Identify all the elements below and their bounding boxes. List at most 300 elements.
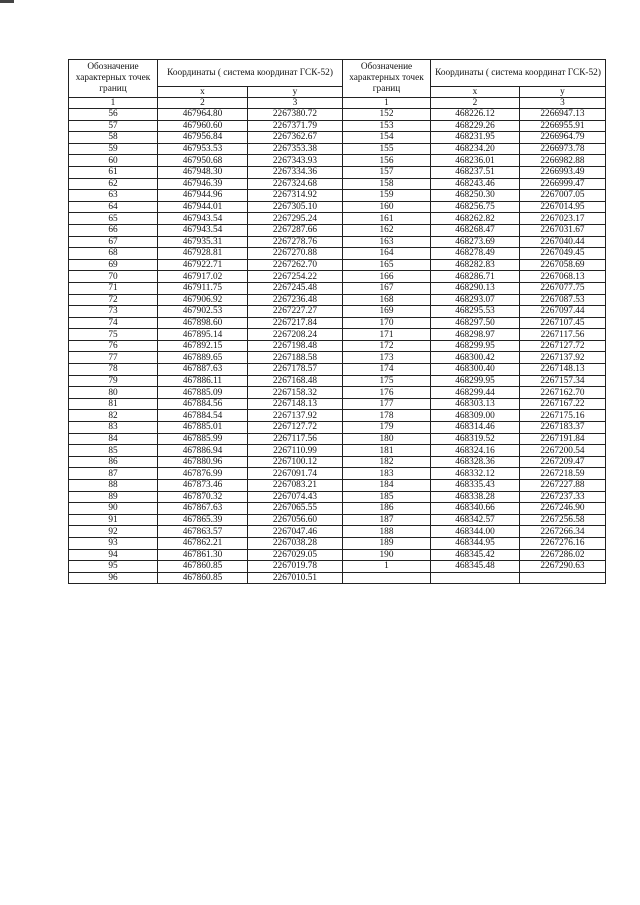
y-coord-cell: 2267117.56 [248,433,343,445]
y-coord-cell: 2267266.34 [520,526,606,538]
point-number-cell: 96 [69,572,158,584]
table-row [69,282,606,294]
y-coord-cell: 2267019.78 [248,561,343,573]
x-coord-cell: 468262.82 [431,213,520,225]
table-row [69,120,606,132]
point-number-cell: 171 [343,329,431,341]
y-coord-cell: 2267148.13 [248,398,343,410]
point-number-cell: 90 [69,503,158,515]
point-number-cell: 152 [343,109,431,121]
y-coord-cell: 2267049.45 [520,248,606,260]
x-coord-cell: 467885.09 [158,387,248,399]
x-coord-cell: 468290.13 [431,282,520,294]
point-number-cell: 179 [343,422,431,434]
x-coord-cell: 468278.49 [431,248,520,260]
x-coord-cell: 467956.84 [158,132,248,144]
y-coord-cell: 2267227.27 [248,306,343,318]
y-coord-cell: 2267371.79 [248,120,343,132]
y-coord-cell: 2267010.51 [248,572,343,584]
point-number-cell: 67 [69,236,158,248]
table-row [69,503,606,515]
x-coord-cell: 468299.95 [431,340,520,352]
x-coord-cell: 468342.57 [431,514,520,526]
x-coord-cell: 468236.01 [431,155,520,167]
table-header [69,60,606,109]
y-coord-cell: 2267056.60 [248,514,343,526]
table-row [69,549,606,561]
y-coord-cell: 2267175.16 [520,410,606,422]
y-coord-cell: 2267117.56 [520,329,606,341]
y-coord-cell: 2266964.79 [520,132,606,144]
x-coord-cell: 467873.46 [158,480,248,492]
col-number-3b: 3 [520,98,606,109]
x-coord-cell: 468234.20 [431,143,520,155]
x-coord-cell: 468231.95 [431,132,520,144]
point-number-cell: 177 [343,398,431,410]
point-number-cell: 70 [69,271,158,283]
x-coord-cell: 467943.54 [158,213,248,225]
point-number-cell: 160 [343,201,431,213]
x-coord-cell: 467944.01 [158,201,248,213]
y-coord-cell: 2267007.05 [520,190,606,202]
y-coord-cell: 2267270.88 [248,248,343,260]
table-row [69,410,606,422]
table-row [69,387,606,399]
point-number-cell: 176 [343,387,431,399]
table-row [69,537,606,549]
point-number-cell: 174 [343,364,431,376]
point-number-cell: 78 [69,364,158,376]
point-number-cell: 81 [69,398,158,410]
x-coord-cell: 468338.28 [431,491,520,503]
x-coord-cell: 468328.36 [431,456,520,468]
point-number-cell: 167 [343,282,431,294]
table-row [69,456,606,468]
table-row [69,340,606,352]
y-coord-cell [520,572,606,584]
y-coord-cell: 2267334.36 [248,166,343,178]
x-coord-cell: 467886.94 [158,445,248,457]
point-number-cell: 76 [69,340,158,352]
x-coord-cell: 468293.07 [431,294,520,306]
y-header: y [248,87,343,98]
y-coord-cell: 2267077.75 [520,282,606,294]
x-coord-cell: 468268.47 [431,224,520,236]
y-coord-cell: 2267254.22 [248,271,343,283]
y-coord-cell: 2267158.32 [248,387,343,399]
y-coord-cell: 2267343.93 [248,155,343,167]
table-body [69,109,606,584]
point-number-cell: 164 [343,248,431,260]
y-coord-cell: 2267167.22 [520,398,606,410]
x-coord-cell: 468332.12 [431,468,520,480]
point-number-cell: 63 [69,190,158,202]
col-number-2: 2 [158,98,248,109]
x-coord-cell: 468298.97 [431,329,520,341]
y-coord-cell: 2267246.90 [520,503,606,515]
point-number-cell: 163 [343,236,431,248]
point-number-cell: 186 [343,503,431,515]
x-coord-cell: 467887.63 [158,364,248,376]
x-coord-cell: 467950.68 [158,155,248,167]
y-coord-cell: 2267014.95 [520,201,606,213]
table-row [69,213,606,225]
x-coord-cell: 467861.30 [158,549,248,561]
x-coord-cell: 467860.85 [158,561,248,573]
point-number-cell: 57 [69,120,158,132]
point-number-cell: 1 [343,561,431,573]
y-coord-cell: 2266955.91 [520,120,606,132]
point-number-cell: 183 [343,468,431,480]
point-number-cell: 161 [343,213,431,225]
y-coord-cell: 2267188.58 [248,352,343,364]
y-coord-cell: 2267040.44 [520,236,606,248]
x-coord-cell: 468295.53 [431,306,520,318]
point-number-cell: 172 [343,340,431,352]
y-coord-cell: 2267256.58 [520,514,606,526]
y-coord-cell: 2267287.66 [248,224,343,236]
table-row [69,224,606,236]
y-coord-cell: 2266993.49 [520,166,606,178]
y-coord-cell: 2267074.43 [248,491,343,503]
x-coord-cell: 468273.69 [431,236,520,248]
y-coord-cell: 2267183.37 [520,422,606,434]
point-number-cell: 87 [69,468,158,480]
y-coord-cell: 2267314.92 [248,190,343,202]
y-coord-cell: 2267208.24 [248,329,343,341]
table-row [69,271,606,283]
x-coord-cell [431,572,520,584]
point-number-cell: 162 [343,224,431,236]
y-coord-cell: 2267245.48 [248,282,343,294]
point-number-cell: 169 [343,306,431,318]
point-number-cell: 156 [343,155,431,167]
y-coord-cell: 2267305.10 [248,201,343,213]
point-number-cell: 71 [69,282,158,294]
y-coord-cell: 2267023.17 [520,213,606,225]
x-coord-cell: 467944.96 [158,190,248,202]
y-coord-cell: 2267236.48 [248,294,343,306]
y-coord-cell: 2266999.47 [520,178,606,190]
y-coord-cell: 2267362.67 [248,132,343,144]
table-row [69,514,606,526]
x-coord-cell: 467886.11 [158,375,248,387]
y-coord-cell: 2267286.02 [520,549,606,561]
y-coord-cell: 2266973.78 [520,143,606,155]
y-coord-cell: 2267091.74 [248,468,343,480]
point-number-cell: 89 [69,491,158,503]
y-coord-cell: 2267047.46 [248,526,343,538]
y-coord-cell: 2266982.88 [520,155,606,167]
x-coord-cell: 468256.75 [431,201,520,213]
point-number-cell: 93 [69,537,158,549]
point-number-cell: 153 [343,120,431,132]
y-coord-cell: 2267100.12 [248,456,343,468]
point-number-cell: 85 [69,445,158,457]
point-number-cell: 56 [69,109,158,121]
y-coord-cell: 2267148.13 [520,364,606,376]
coordinates-table [68,59,606,584]
y-coord-cell: 2267127.72 [520,340,606,352]
point-number-cell: 65 [69,213,158,225]
x-coord-cell: 467884.56 [158,398,248,410]
point-number-cell: 88 [69,480,158,492]
point-number-cell: 91 [69,514,158,526]
y-coord-cell: 2267168.48 [248,375,343,387]
y-coord-cell: 2267217.84 [248,317,343,329]
point-number-cell: 158 [343,178,431,190]
point-number-cell: 181 [343,445,431,457]
x-coord-cell: 468345.48 [431,561,520,573]
x-coord-cell: 467885.01 [158,422,248,434]
x-coord-cell: 468237.51 [431,166,520,178]
x-coord-cell: 468229.26 [431,120,520,132]
point-number-cell: 59 [69,143,158,155]
x-coord-cell: 467906.92 [158,294,248,306]
point-number-cell: 75 [69,329,158,341]
y-coord-cell: 2267290.63 [520,561,606,573]
y-coord-cell: 2267278.76 [248,236,343,248]
x-coord-cell: 467865.39 [158,514,248,526]
col-number-1b: 1 [343,98,431,109]
table-row [69,306,606,318]
y-coord-cell: 2267209.47 [520,456,606,468]
point-number-cell: 92 [69,526,158,538]
x-coord-cell: 467953.53 [158,143,248,155]
y-coord-cell: 2267198.48 [248,340,343,352]
x-coord-cell: 467885.99 [158,433,248,445]
x-header-2: x [431,87,520,98]
x-coord-cell: 467860.85 [158,572,248,584]
point-number-cell: 83 [69,422,158,434]
table-row [69,491,606,503]
x-coord-cell: 468303.13 [431,398,520,410]
x-coord-cell: 467917.02 [158,271,248,283]
col-number-3: 3 [248,98,343,109]
x-coord-cell: 468250.30 [431,190,520,202]
table-row [69,236,606,248]
x-coord-cell: 467948.30 [158,166,248,178]
point-number-cell: 170 [343,317,431,329]
y-coord-cell: 2267276.16 [520,537,606,549]
point-number-cell: 74 [69,317,158,329]
x-coord-cell: 467943.54 [158,224,248,236]
point-number-cell: 187 [343,514,431,526]
table-row [69,259,606,271]
point-number-cell: 175 [343,375,431,387]
x-coord-cell: 468344.00 [431,526,520,538]
table-row [69,352,606,364]
y-coord-cell: 2267083.21 [248,480,343,492]
x-coord-cell: 468299.44 [431,387,520,399]
x-coord-cell: 468314.46 [431,422,520,434]
x-coord-cell: 467902.53 [158,306,248,318]
point-number-cell: 84 [69,433,158,445]
y-coord-cell: 2267295.24 [248,213,343,225]
point-number-cell: 94 [69,549,158,561]
y-coord-cell: 2267157.34 [520,375,606,387]
table-row [69,143,606,155]
x-coord-cell: 468344.95 [431,537,520,549]
point-number-cell: 159 [343,190,431,202]
table-row [69,155,606,167]
point-number-cell: 77 [69,352,158,364]
y-coord-cell: 2267029.05 [248,549,343,561]
y-header-2: y [520,87,606,98]
x-coord-cell: 467946.39 [158,178,248,190]
scan-mark [0,0,14,3]
point-number-cell: 95 [69,561,158,573]
col-number-1: 1 [69,98,158,109]
table-row [69,132,606,144]
y-coord-cell: 2267353.38 [248,143,343,155]
point-label-header-2: Обозначение характерных точек границ [343,60,431,98]
point-number-cell: 62 [69,178,158,190]
x-coord-cell: 467960.60 [158,120,248,132]
table-row [69,201,606,213]
x-coord-cell: 468300.42 [431,352,520,364]
x-coord-cell: 467884.54 [158,410,248,422]
x-coord-cell: 468309.00 [431,410,520,422]
x-header: x [158,87,248,98]
table-row [69,317,606,329]
y-coord-cell: 2267137.92 [520,352,606,364]
x-coord-cell: 467863.57 [158,526,248,538]
y-coord-cell: 2267380.72 [248,109,343,121]
x-coord-cell: 467898.60 [158,317,248,329]
x-coord-cell: 467911.75 [158,282,248,294]
x-coord-cell: 468282.83 [431,259,520,271]
point-number-cell: 68 [69,248,158,260]
point-number-cell: 73 [69,306,158,318]
x-coord-cell: 467876.99 [158,468,248,480]
table-row [69,329,606,341]
y-coord-cell: 2267137.92 [248,410,343,422]
y-coord-cell: 2267065.55 [248,503,343,515]
point-number-cell: 173 [343,352,431,364]
y-coord-cell: 2267058.69 [520,259,606,271]
point-number-cell: 58 [69,132,158,144]
y-coord-cell: 2267110.99 [248,445,343,457]
x-coord-cell: 468286.71 [431,271,520,283]
point-number-cell: 166 [343,271,431,283]
x-coord-cell: 467935.31 [158,236,248,248]
table-row [69,190,606,202]
y-coord-cell: 2267097.44 [520,306,606,318]
point-number-cell: 82 [69,410,158,422]
table-row [69,433,606,445]
x-coord-cell: 468319.52 [431,433,520,445]
point-number-cell: 60 [69,155,158,167]
x-coord-cell: 468335.43 [431,480,520,492]
table-row [69,178,606,190]
table-row [69,572,606,584]
point-number-cell: 168 [343,294,431,306]
x-coord-cell: 468299.95 [431,375,520,387]
point-number-cell: 69 [69,259,158,271]
table-row [69,468,606,480]
x-coord-cell: 467964.80 [158,109,248,121]
y-coord-cell: 2267162.70 [520,387,606,399]
point-number-cell: 61 [69,166,158,178]
point-number-cell: 80 [69,387,158,399]
point-number-cell: 184 [343,480,431,492]
table-row [69,294,606,306]
x-coord-cell: 467870.32 [158,491,248,503]
x-coord-cell: 468226.12 [431,109,520,121]
x-coord-cell: 468297.50 [431,317,520,329]
col-number-2b: 2 [431,98,520,109]
x-coord-cell: 467880.96 [158,456,248,468]
x-coord-cell: 467892.15 [158,340,248,352]
y-coord-cell: 2267031.67 [520,224,606,236]
x-coord-cell: 468345.42 [431,549,520,561]
point-number-cell: 190 [343,549,431,561]
y-coord-cell: 2267262.70 [248,259,343,271]
y-coord-cell: 2267178.57 [248,364,343,376]
table-row [69,480,606,492]
y-coord-cell: 2267218.59 [520,468,606,480]
y-coord-cell: 2266947.13 [520,109,606,121]
point-number-cell: 79 [69,375,158,387]
y-coord-cell: 2267227.88 [520,480,606,492]
table-row [69,166,606,178]
table-row [69,109,606,121]
x-coord-cell: 467922.71 [158,259,248,271]
y-coord-cell: 2267191.84 [520,433,606,445]
y-coord-cell: 2267127.72 [248,422,343,434]
point-number-cell: 188 [343,526,431,538]
point-number-cell: 182 [343,456,431,468]
point-number-cell: 157 [343,166,431,178]
y-coord-cell: 2267237.33 [520,491,606,503]
x-coord-cell: 468243.46 [431,178,520,190]
x-coord-cell: 467928.81 [158,248,248,260]
y-coord-cell: 2267200.54 [520,445,606,457]
x-coord-cell: 468340.66 [431,503,520,515]
table-row [69,526,606,538]
x-coord-cell: 468300.40 [431,364,520,376]
x-coord-cell: 468324.16 [431,445,520,457]
point-label-header: Обозначение характерных точек границ [69,60,158,98]
table-row [69,561,606,573]
point-number-cell: 66 [69,224,158,236]
point-number-cell: 178 [343,410,431,422]
table-row [69,445,606,457]
x-coord-cell: 467867.63 [158,503,248,515]
x-coord-cell: 467895.14 [158,329,248,341]
point-number-cell: 64 [69,201,158,213]
point-number-cell: 165 [343,259,431,271]
point-number-cell: 155 [343,143,431,155]
x-coord-cell: 467862.21 [158,537,248,549]
coord-label-header-2: Координаты ( система координат ГСК-52) [431,60,606,87]
table-row [69,375,606,387]
point-number-cell: 86 [69,456,158,468]
table-row [69,248,606,260]
y-coord-cell: 2267107.45 [520,317,606,329]
table-row [69,422,606,434]
y-coord-cell: 2267068.13 [520,271,606,283]
y-coord-cell: 2267038.28 [248,537,343,549]
point-number-cell [343,572,431,584]
point-number-cell: 185 [343,491,431,503]
point-number-cell: 72 [69,294,158,306]
point-number-cell: 154 [343,132,431,144]
point-number-cell: 189 [343,537,431,549]
y-coord-cell: 2267324.68 [248,178,343,190]
table-row [69,398,606,410]
